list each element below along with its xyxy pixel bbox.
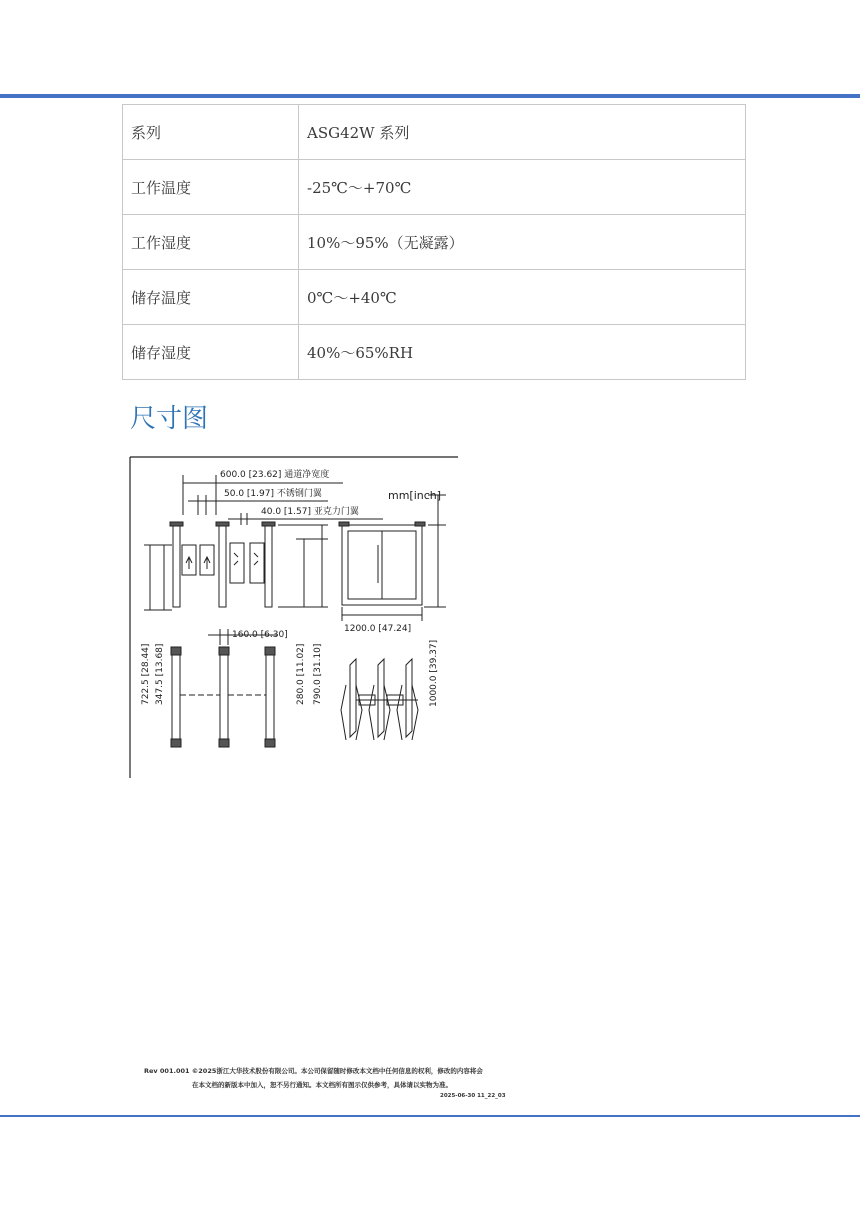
footer-copyright-line: Rev 001.001 ©2025浙江大华技术股份有限公司。本公司保留随时修改本文档中任何信息的权利，修改的内容将会 [144, 1067, 483, 1075]
table-row [123, 160, 746, 215]
dim-height-wing-label: 347.5 [13.68] [155, 643, 165, 705]
table-row [123, 215, 746, 270]
dim-280-label: 280.0 [11.02] [296, 643, 306, 705]
unit-label: mm[inch] [388, 489, 442, 502]
table-row [123, 270, 746, 325]
spec-table [122, 104, 746, 380]
dim-cabinet-width-label: 160.0 [6.30] [232, 630, 288, 640]
spec-key: 工作温度 [123, 160, 299, 215]
spec-key: 工作湿度 [123, 215, 299, 270]
dim-height-total-label: 722.5 [28.44] [141, 643, 151, 705]
spec-value: -25℃～+70℃ [299, 160, 746, 215]
spec-key: 储存温度 [123, 270, 299, 325]
spec-value: 0℃～+40℃ [299, 270, 746, 325]
header-rule [0, 94, 860, 98]
table-row [123, 105, 746, 160]
footer-notice-line: 在本文档的新版本中加入，恕不另行通知。本文档所有图示仅供参考，具体请以实物为准。 [192, 1081, 452, 1089]
table-row [123, 325, 746, 380]
spec-value: 40%～65%RH [299, 325, 746, 380]
spec-key: 储存湿度 [123, 325, 299, 380]
spec-value: ASG42W 系列 [299, 105, 746, 160]
dim-acrylic-wing-label: 40.0 [1.57] 亚克力门翼 [261, 507, 359, 517]
footer-rule [0, 1115, 860, 1117]
spec-value: 10%～95%（无凝露） [299, 215, 746, 270]
spec-key: 系列 [123, 105, 299, 160]
dim-790-label: 790.0 [31.10] [313, 643, 323, 705]
dim-stainless-wing-label: 50.0 [1.97] 不锈钢门翼 [224, 489, 322, 499]
dimension-drawing [128, 455, 460, 780]
dim-1000-label: 1000.0 [39.37] [429, 639, 439, 707]
footer-date: 2025-06-30 11_22_03 [440, 1093, 506, 1099]
dim-passage-label: 600.0 [23.62] 通道净宽度 [220, 470, 330, 480]
dim-length-label: 1200.0 [47.24] [344, 624, 412, 634]
section-title: 尺寸图 [130, 404, 209, 434]
